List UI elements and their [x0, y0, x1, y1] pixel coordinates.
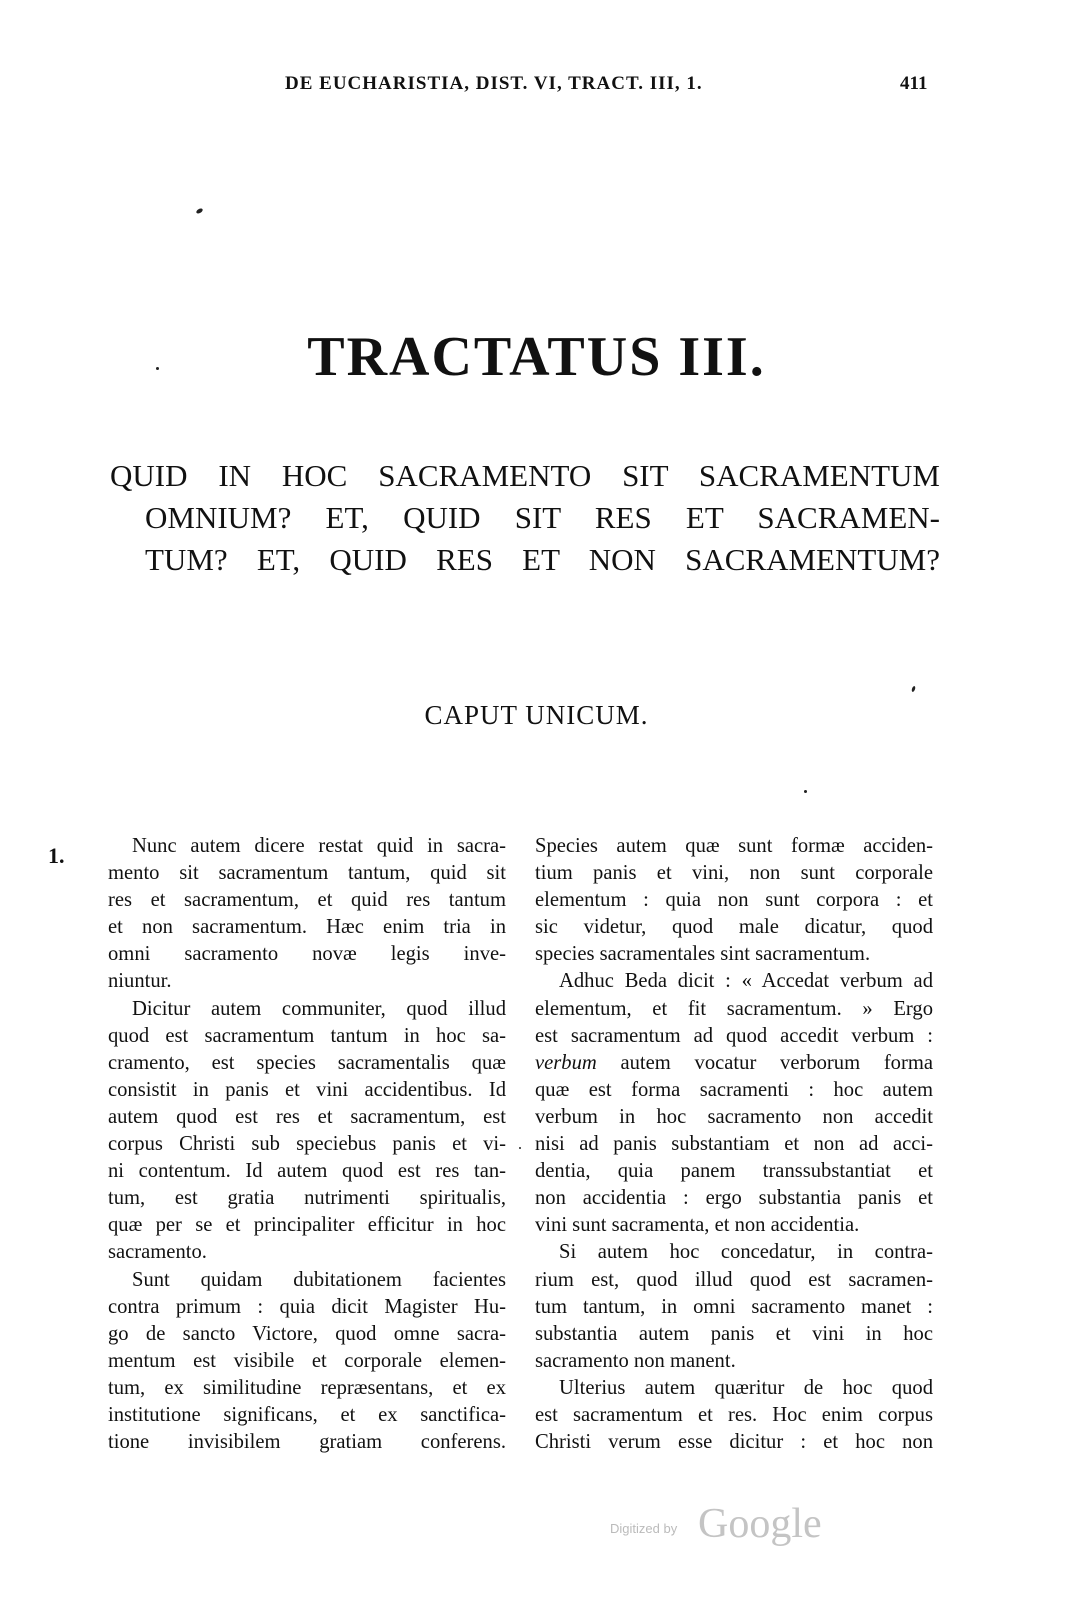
text-line: mento sit sacramentum tantum, quid sit	[108, 862, 506, 885]
left-column	[108, 833, 506, 1456]
text-line: non accidentia : ergo substantia panis et	[535, 1187, 933, 1210]
text-line: est sacramentum et res. Hoc enim corpus	[535, 1403, 933, 1426]
text-line: ni contentum. Id autem quod est res tan-	[108, 1160, 506, 1183]
text-line: species sacramentales sint sacramentum.	[535, 943, 871, 966]
text-line: autem quod est res et sacramentum, est	[108, 1105, 506, 1128]
scan-speck	[195, 208, 203, 215]
text-line: Dicitur autem communiter, quod illud	[132, 997, 506, 1020]
text-line: institutione significans, et ex sanctifica-	[108, 1403, 506, 1426]
text-line: consistit in panis et vini accidentibus. Id	[108, 1078, 506, 1101]
text-line: elementum, et fit sacramentum. » Ergo	[535, 997, 933, 1020]
running-head-title: DE EUCHARISTIA, DIST. VI, TRACT. III, 1.	[285, 73, 703, 94]
text-line: cramento, est species sacramentalis quæ	[108, 1051, 506, 1074]
scan-speck	[911, 686, 916, 693]
text-line: Nunc autem dicere restat quid in sacra-	[132, 835, 506, 857]
text-line: quod est sacramentum tantum in hoc sa-	[108, 1024, 506, 1047]
text-line: sic videtur, quod male dicatur, quod	[535, 916, 933, 939]
caput-heading: CAPUT UNICUM.	[424, 700, 649, 730]
text-line: corpus Christi sub speciebus panis et vi-	[108, 1133, 506, 1156]
text-line: quæ est forma sacramenti : hoc autem	[535, 1078, 933, 1101]
text-line: go de sancto Victore, quod omne sacra-	[108, 1322, 506, 1345]
subtitle-line: QUID IN HOC SACRAMENTO SIT SACRAMENTUM	[110, 458, 940, 493]
text-line: nisi ad panis substantiam et non ad acci-	[535, 1133, 933, 1156]
subtitle-line: TUM? ET, QUID RES ET NON SACRAMENTUM?	[145, 542, 940, 577]
scan-speck	[519, 1147, 521, 1149]
tractatus-title: TRACTATUS III.	[307, 326, 766, 388]
text-line: substantia autem panis et vini in hoc	[535, 1322, 933, 1345]
text-line: et non sacramentum. Hæc enim tria in	[108, 916, 506, 939]
text-line: niuntur.	[108, 970, 172, 993]
text-line: omni sacramento novæ legis inve-	[108, 943, 506, 966]
text-line: Species autem quæ sunt formæ acciden-	[535, 835, 933, 857]
text-line: Adhuc Beda dicit : « Accedat verbum ad	[559, 970, 933, 993]
scan-speck	[804, 790, 807, 793]
right-column	[535, 833, 933, 1456]
text-line: Sunt quidam dubitationem facientes	[132, 1268, 506, 1291]
text-line: tione invisibilem gratiam conferens.	[108, 1431, 506, 1454]
page-number: 411	[900, 73, 928, 94]
digitized-watermark	[610, 1500, 830, 1550]
text-line: vini sunt sacramenta, et non accidentia.	[535, 1214, 860, 1237]
text-line: verbum in hoc sacramento non accedit	[535, 1105, 933, 1128]
text-line: tium panis et vini, non sunt corporale	[535, 862, 933, 885]
text-line: quæ per se et principaliter efficitur in hoc	[108, 1214, 506, 1237]
tractatus-subtitle	[110, 455, 940, 581]
text-line: sacramento non manent.	[535, 1349, 736, 1372]
text-line: contra primum : quia dicit Magister Hu-	[108, 1295, 506, 1318]
text-line: dentia, quia panem transsubstantiat et	[535, 1160, 933, 1183]
subtitle-line: OMNIUM? ET, QUID SIT RES ET SACRAMEN-	[145, 500, 940, 535]
digitized-prefix: Digitized by	[610, 1521, 678, 1536]
text-line: rium est, quod illud quod est sacramen-	[535, 1268, 933, 1291]
text-line: Si autem hoc concedatur, in contra-	[559, 1241, 933, 1264]
text-line: tum tantum, in omni sacramento manet :	[535, 1295, 933, 1318]
italic-word: verbum	[535, 1051, 597, 1074]
text-line: mentum est visibile et corporale elemen-	[108, 1349, 506, 1372]
text-line: Ulterius autem quæritur de hoc quod	[559, 1376, 933, 1399]
running-head	[0, 73, 1073, 103]
text-line: tum, ex similitudine repræsentans, et ex	[108, 1376, 506, 1399]
text-line: est sacramentum ad quod accedit verbum :	[535, 1024, 933, 1047]
text-line: res et sacramentum, et quid res tantum	[108, 889, 506, 912]
text-line: verbum autem vocatur verborum forma	[535, 1051, 933, 1074]
text-line: elementum : quia non sunt corpora : et	[535, 889, 933, 912]
section-number: 1.	[48, 843, 65, 868]
text-line: sacramento.	[108, 1241, 207, 1264]
google-logo: Google	[698, 1501, 822, 1547]
text-line: tum, est gratia nutrimenti spiritualis,	[108, 1187, 506, 1210]
text-line: Christi verum esse dicitur : et hoc non	[535, 1431, 933, 1454]
